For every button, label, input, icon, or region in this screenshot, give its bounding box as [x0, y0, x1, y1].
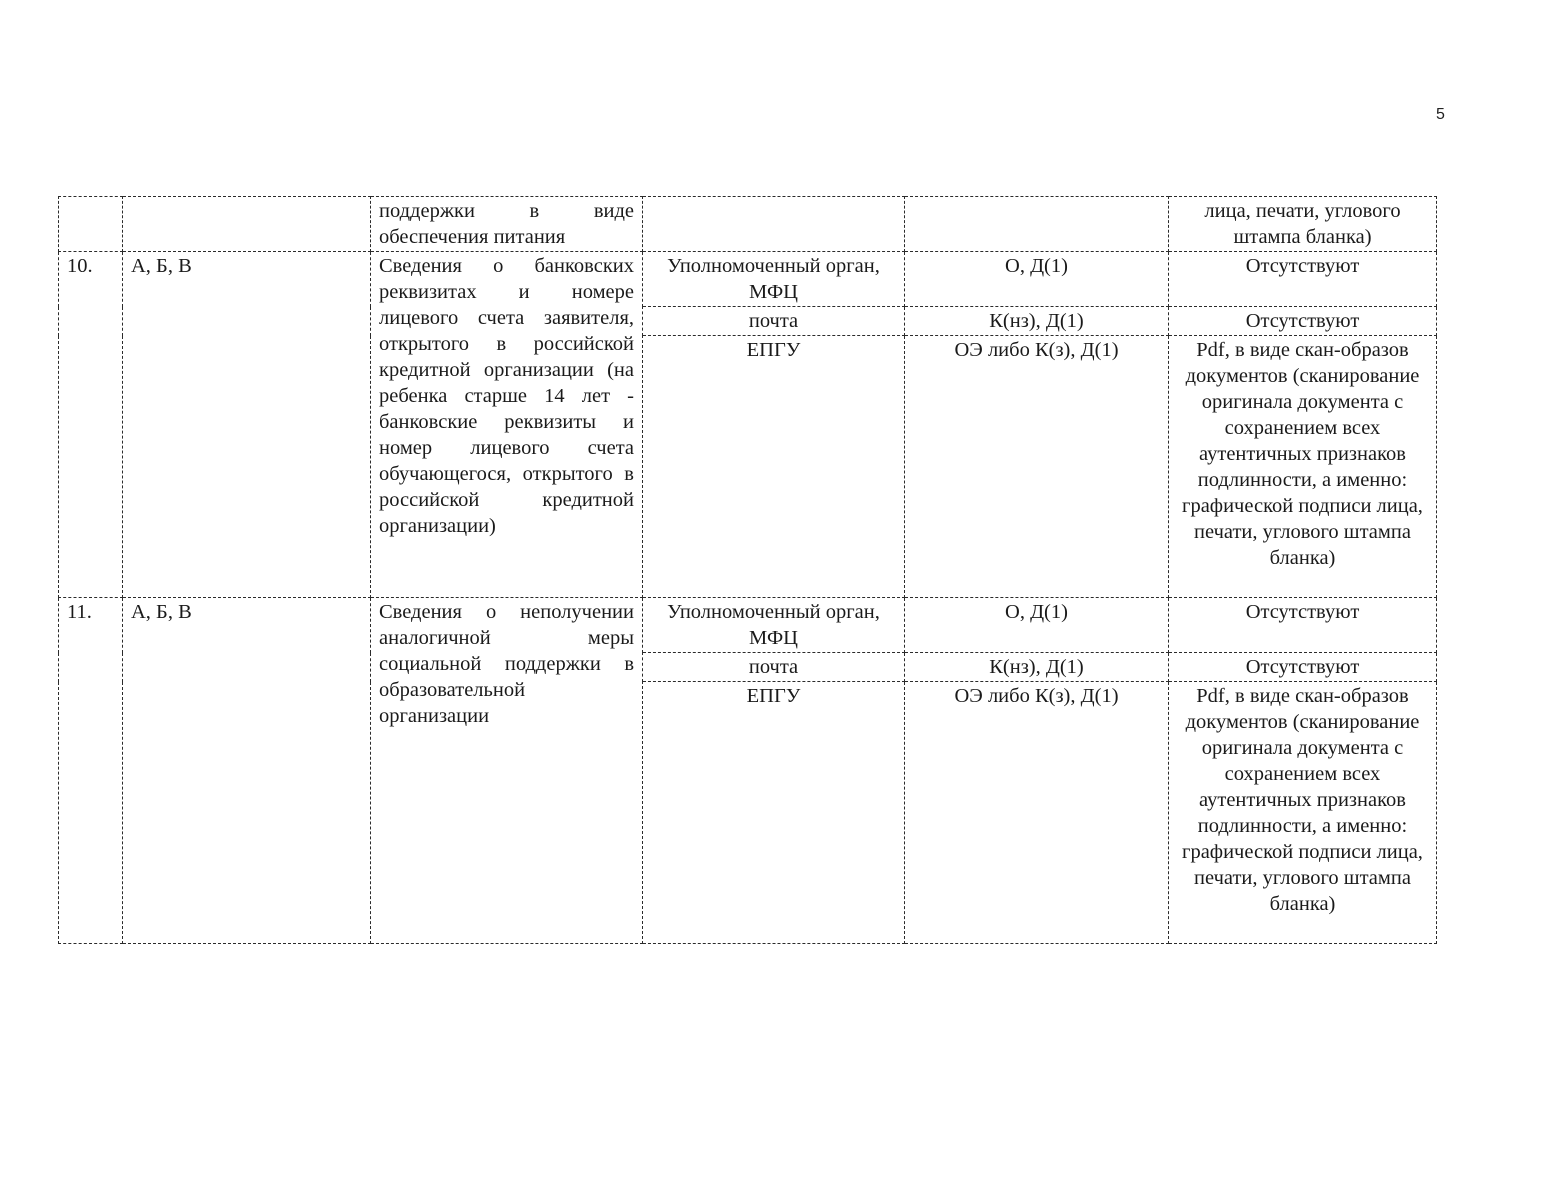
- cell-format: Отсутствуют: [1169, 307, 1437, 336]
- cell-channel: ЕПГУ: [643, 682, 905, 944]
- cell-format: Отсутствуют: [1169, 252, 1437, 307]
- cell-channel: ЕПГУ: [643, 336, 905, 598]
- cell-channel: почта: [643, 653, 905, 682]
- table-row: [59, 598, 1437, 653]
- cell-applicant-categories: А, Б, В: [123, 252, 371, 598]
- cell-channel: Уполномоченный орган, МФЦ: [643, 598, 905, 653]
- documents-table: [58, 196, 1437, 944]
- cell-form: О, Д(1): [905, 252, 1169, 307]
- cell-format: Отсутствуют: [1169, 598, 1437, 653]
- table-row: [59, 252, 1437, 307]
- cell-format: Pdf, в виде скан-образов документов (сканирование оригинала документа с сохранением всех аутентичных признаков подлинности, а именно: графической подписи лица, печати, углового штампа бланка): [1169, 682, 1437, 944]
- cell-channel-empty: [643, 197, 905, 252]
- cell-form: К(нз), Д(1): [905, 653, 1169, 682]
- cell-num-empty: [59, 197, 123, 252]
- cell-description: Сведения о неполучении аналогичной меры социальной поддержки в образовательной организации: [371, 598, 643, 944]
- cell-description: Сведения о банковских реквизитах и номере лицевого счета заявителя, открытого в российской кредитной организации (на ребенка старше 14 лет - банковские реквизиты и номер лицевого счета обучающегося, открытого в российской кредитной организации): [371, 252, 643, 598]
- cell-form-empty: [905, 197, 1169, 252]
- cell-form: О, Д(1): [905, 598, 1169, 653]
- cell-row-number: 11.: [59, 598, 123, 944]
- cell-channel: почта: [643, 307, 905, 336]
- cell-form: К(нз), Д(1): [905, 307, 1169, 336]
- table-row-continuation: [59, 197, 1437, 252]
- cell-format: лица, печати, углового штампа бланка): [1169, 197, 1437, 252]
- cell-description: поддержки в виде обеспечения питания: [371, 197, 643, 252]
- cell-row-number: 10.: [59, 252, 123, 598]
- cell-format: Отсутствуют: [1169, 653, 1437, 682]
- cell-cats-empty: [123, 197, 371, 252]
- cell-form: ОЭ либо К(з), Д(1): [905, 682, 1169, 944]
- cell-format: Pdf, в виде скан-образов документов (сканирование оригинала документа с сохранением всех аутентичных признаков подлинности, а именно: графической подписи лица, печати, углового штампа бланка): [1169, 336, 1437, 598]
- cell-applicant-categories: А, Б, В: [123, 598, 371, 944]
- page-number: 5: [1436, 106, 1445, 123]
- cell-channel: Уполномоченный орган, МФЦ: [643, 252, 905, 307]
- cell-form: ОЭ либо К(з), Д(1): [905, 336, 1169, 598]
